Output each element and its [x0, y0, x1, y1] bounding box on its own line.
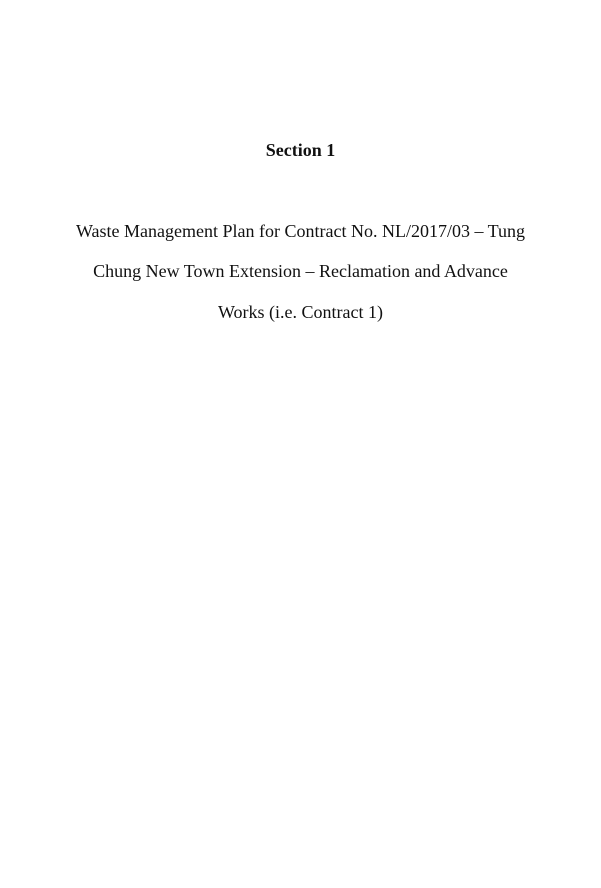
- document-title-line-1: Waste Management Plan for Contract No. NL/2017/03 – Tung: [76, 221, 525, 241]
- section-heading: Section 1: [265, 140, 336, 160]
- document-title-line-3: Works (i.e. Contract 1): [217, 302, 383, 322]
- document-title-line-2: Chung New Town Extension – Reclamation and Advance: [93, 261, 508, 281]
